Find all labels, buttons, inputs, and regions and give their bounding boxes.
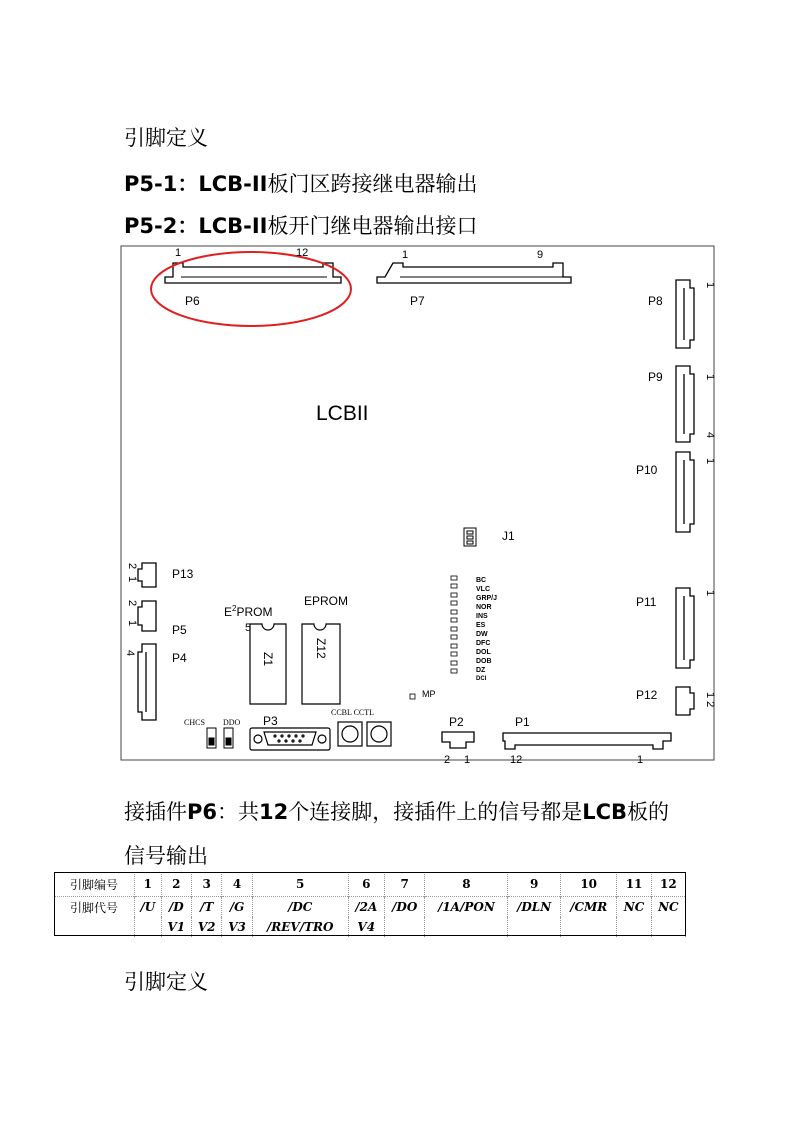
pin-code-cell: /2A bbox=[348, 897, 384, 918]
pin-code-cell-2 bbox=[384, 917, 425, 937]
pin-number-header: 引脚编号 bbox=[54, 872, 135, 897]
pin-code-header-cont bbox=[54, 917, 135, 937]
p6-pin-table bbox=[54, 872, 686, 937]
p7-label: P7 bbox=[410, 294, 425, 308]
led-label-vlc: VLC bbox=[476, 586, 490, 593]
p3-label: P3 bbox=[263, 714, 278, 728]
z12-label: Z12 bbox=[314, 638, 328, 659]
pin-code-cell-2 bbox=[135, 917, 162, 937]
chcs-switch bbox=[207, 728, 216, 748]
p9-pin-1: 1 bbox=[704, 374, 716, 381]
ddo-label: DDO bbox=[223, 718, 241, 727]
desc-text-e: 个连接脚，接插件上的信号都是 bbox=[288, 800, 583, 824]
pin-code-cell: /D bbox=[161, 897, 191, 918]
p5-1-label: P5-1：LCB-II bbox=[124, 172, 268, 196]
pin-number-cell: 12 bbox=[651, 872, 685, 897]
p2-label: P2 bbox=[449, 715, 464, 729]
pin-number-cell: 1 bbox=[135, 872, 162, 897]
pin-number-cell: 4 bbox=[222, 872, 252, 897]
table-row bbox=[54, 872, 686, 897]
p13-pin-2: 2 bbox=[126, 563, 138, 570]
chcs-label: CHCS bbox=[184, 718, 205, 727]
e2prom-superscript: 2 bbox=[232, 604, 237, 613]
pin-code-cell-2 bbox=[508, 917, 561, 937]
p2-pin-1: 1 bbox=[464, 754, 471, 766]
led-label-grp: GRP/J bbox=[476, 595, 498, 602]
led-label-dob: DOB bbox=[476, 658, 492, 665]
pin-number-cell: 11 bbox=[617, 872, 651, 897]
p3-db9-connector bbox=[250, 728, 330, 750]
desc-text-a: 接插件 bbox=[124, 800, 187, 824]
p5-pin-2: 2 bbox=[126, 600, 138, 607]
z1-label: Z1 bbox=[261, 652, 275, 667]
p8-label: P8 bbox=[648, 294, 663, 308]
p5-pin-1: 1 bbox=[126, 620, 138, 627]
p9-pin-4: 4 bbox=[704, 432, 716, 439]
p7-pin-1: 1 bbox=[402, 249, 409, 261]
desc-text-g: 板的 bbox=[627, 800, 670, 824]
mp-testpoint bbox=[410, 694, 415, 699]
pin-code-cell: /T bbox=[191, 897, 221, 918]
pin-code-cell-2 bbox=[560, 917, 617, 937]
p13-pin-1: 1 bbox=[126, 576, 138, 583]
led-label-dfc: DFC bbox=[476, 640, 491, 647]
p5-1-text: 板门区跨接继电器输出 bbox=[267, 172, 478, 196]
p7-pin-9: 9 bbox=[537, 249, 544, 261]
pin-code-cell-2 bbox=[651, 917, 685, 937]
p6-description-line1 bbox=[124, 796, 669, 826]
p4-connector bbox=[138, 644, 156, 720]
pin-code-cell-2: V3 bbox=[222, 917, 252, 937]
pin-number-cell: 10 bbox=[560, 872, 617, 897]
p12-connector bbox=[676, 687, 694, 715]
board-title: LCBII bbox=[316, 402, 369, 425]
led-label-dci: DCI bbox=[476, 676, 487, 682]
p1-connector bbox=[503, 733, 671, 749]
pin-code-cell-2: V2 bbox=[191, 917, 221, 937]
p6-description-line2: 信号输出 bbox=[124, 844, 208, 868]
ccbl-button bbox=[338, 722, 362, 746]
led-label-bc: BC bbox=[476, 577, 487, 584]
pin-code-cell-2: V4 bbox=[348, 917, 384, 937]
p6-pin-12: 12 bbox=[296, 247, 309, 259]
pin-code-cell: /CMR bbox=[560, 897, 617, 918]
p11-label: P11 bbox=[636, 595, 657, 609]
p8-pin-1: 1 bbox=[704, 282, 716, 289]
pin-number-cell: 5 bbox=[252, 872, 348, 897]
p1-pin-12: 12 bbox=[510, 754, 523, 766]
e2prom-rest: PROM bbox=[236, 605, 273, 619]
led-label-dol: DOL bbox=[476, 649, 491, 656]
p4-pin-4: 4 bbox=[124, 650, 136, 657]
table-row bbox=[54, 897, 686, 918]
pin-number-cell: 2 bbox=[161, 872, 191, 897]
p10-pin-1: 1 bbox=[704, 458, 716, 465]
pin-code-cell: /G bbox=[222, 897, 252, 918]
desc-text-c: ：共 bbox=[217, 800, 260, 824]
p7-connector bbox=[377, 263, 571, 283]
p10-connector bbox=[676, 452, 694, 532]
pin-code-cell-2: /REV/TRO bbox=[252, 917, 348, 937]
e2prom-e: E bbox=[224, 605, 233, 619]
pin-code-cell: NC bbox=[651, 897, 685, 918]
pin-code-cell: /DLN bbox=[508, 897, 561, 918]
p10-label: P10 bbox=[636, 463, 658, 477]
pin-number-cell: 9 bbox=[508, 872, 561, 897]
p6-label: P6 bbox=[185, 294, 200, 308]
p5-2-text: 板开门继电器输出接口 bbox=[267, 214, 478, 238]
p8-connector bbox=[676, 280, 694, 348]
pin-code-cell: /U bbox=[135, 897, 162, 918]
p11-connector bbox=[676, 588, 694, 668]
p5-connector bbox=[138, 601, 156, 631]
p5-label: P5 bbox=[172, 623, 187, 637]
pin-number-cell: 6 bbox=[348, 872, 384, 897]
desc-p6: P6 bbox=[187, 800, 218, 824]
p4-label: P4 bbox=[172, 651, 187, 665]
led-label-es: ES bbox=[476, 622, 486, 629]
p2-pin-2: 2 bbox=[444, 754, 451, 766]
pin-number-cell: 8 bbox=[425, 872, 508, 897]
p1-label: P1 bbox=[515, 715, 530, 729]
pin-code-cell: /DC bbox=[252, 897, 348, 918]
p12-pins: 1 2 bbox=[704, 692, 716, 708]
p13-label: P13 bbox=[172, 567, 194, 581]
cctl-button bbox=[367, 722, 391, 746]
z12-chip bbox=[302, 624, 340, 704]
ddo-switch bbox=[224, 728, 233, 748]
pin-code-cell: /DO bbox=[384, 897, 425, 918]
e2prom-label bbox=[224, 604, 272, 619]
led-label-ins: INS bbox=[476, 613, 488, 620]
pin-number-cell: 7 bbox=[384, 872, 425, 897]
p6-highlight-ellipse bbox=[151, 252, 351, 326]
table-row bbox=[54, 917, 686, 937]
p2-connector bbox=[442, 732, 474, 748]
led-column bbox=[451, 576, 457, 673]
pin-number-cell: 3 bbox=[191, 872, 221, 897]
pin-code-cell: NC bbox=[617, 897, 651, 918]
desc-lcb: LCB bbox=[582, 800, 628, 824]
j1-label: J1 bbox=[502, 529, 515, 543]
p5-2-label: P5-2：LCB-II bbox=[124, 214, 268, 238]
desc-12: 12 bbox=[259, 800, 289, 824]
led-label-dz: DZ bbox=[476, 667, 486, 674]
p6-connector bbox=[165, 263, 341, 283]
pin-code-cell-2: V1 bbox=[161, 917, 191, 937]
ccbl-cctl-label: CCBL CCTL bbox=[331, 708, 375, 717]
p1-pin-1: 1 bbox=[637, 754, 644, 766]
led-label-nor: NOR bbox=[476, 604, 492, 611]
j1-jumper bbox=[464, 528, 476, 546]
led-label-dw: DW bbox=[476, 631, 488, 638]
p9-label: P9 bbox=[648, 370, 663, 384]
z1-pin-5: 5 bbox=[245, 622, 252, 634]
pin-code-header: 引脚代号 bbox=[54, 897, 135, 918]
p9-connector bbox=[676, 366, 694, 442]
p11-pin-1: 1 bbox=[704, 590, 716, 597]
p13-connector bbox=[138, 563, 156, 587]
mp-label: MP bbox=[422, 689, 436, 699]
pin-code-cell-2 bbox=[617, 917, 651, 937]
p6-pin-1: 1 bbox=[175, 247, 182, 259]
pin-definition-heading-2: 引脚定义 bbox=[124, 970, 208, 994]
pin-code-cell: /1A/PON bbox=[425, 897, 508, 918]
p12-label: P12 bbox=[636, 688, 658, 702]
pin-code-cell-2 bbox=[425, 917, 508, 937]
eprom-label: EPROM bbox=[304, 594, 349, 608]
pin-definition-heading: 引脚定义 bbox=[124, 126, 208, 150]
